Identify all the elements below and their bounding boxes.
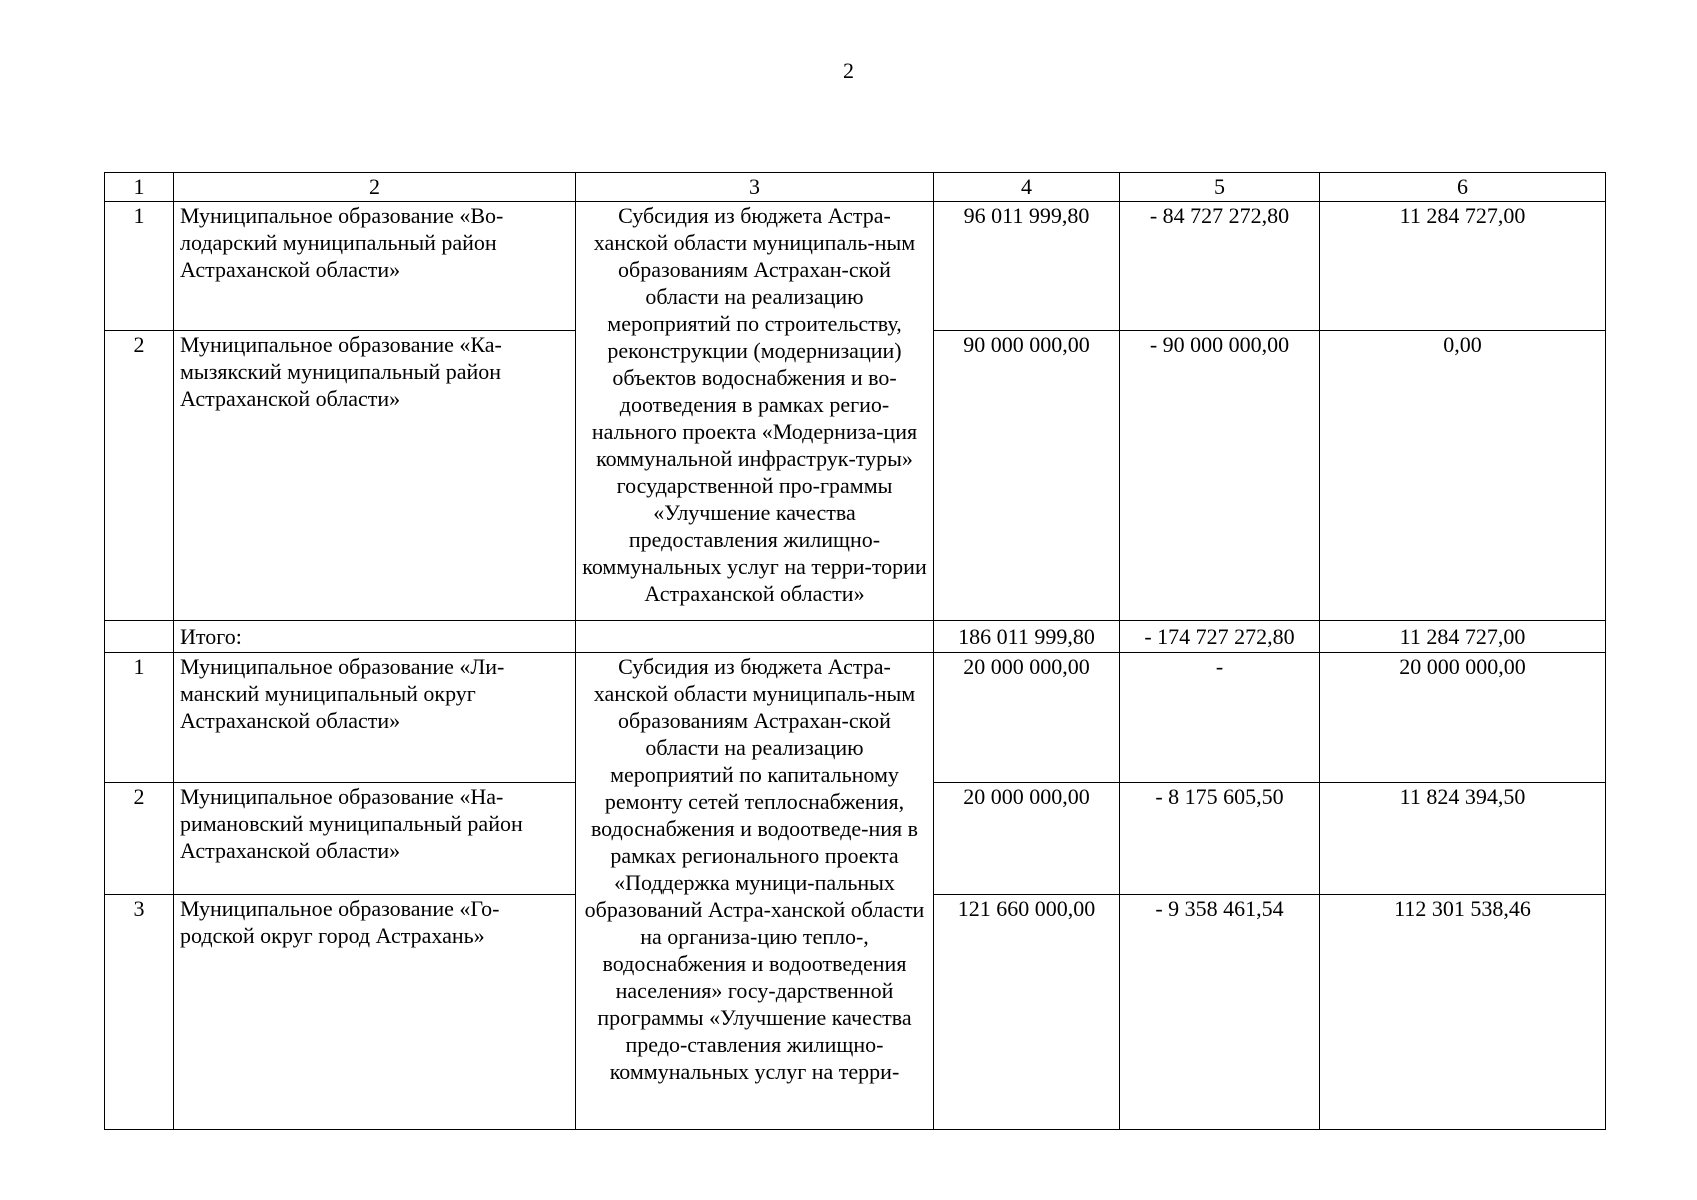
column-header-4: 4 — [934, 173, 1120, 202]
subsidy-table — [104, 172, 1606, 1130]
row-number: 2 — [105, 331, 174, 621]
subsidy-description: Субсидия из бюджета Астра-ханской области муниципаль-ным образованиям Астрахан-ской области на реализацию мероприятий по строительству, реконструкции (модернизации) объектов водоснабжения и во-доотведения в рамках регио-нального проекта «Модерниза-ция коммунальной инфраструк-туры» государственной про-граммы «Улучшение качества предоставления жилищно-коммунальных услуг на терри-тории Астраханской области» — [576, 202, 934, 621]
amount-col6: 11 824 394,50 — [1320, 783, 1606, 895]
table-row — [105, 202, 1606, 331]
municipality-name: Муниципальное образование «Во-лодарский муниципальный район Астраханской области» — [174, 202, 576, 331]
amount-col5: - 9 358 461,54 — [1120, 895, 1320, 1130]
amount-col6: 0,00 — [1320, 331, 1606, 621]
amount-col6: 112 301 538,46 — [1320, 895, 1606, 1130]
row-number-empty — [105, 621, 174, 653]
subsidy-description: Субсидия из бюджета Астра-ханской области муниципаль-ным образованиям Астрахан-ской области на реализацию мероприятий по капитальному ремонту сетей теплоснабжения, водоснабжения и водоотведе-ния в рамках регионального проекта «Поддержка муници-пальных образований Астра-ханской области на организа-цию тепло-, водоснабжения и водоотведения населения» госу-дарственной программы «Улучшение качества предо-ставления жилищно-коммунальных услуг на терри- — [576, 653, 934, 1130]
amount-col6: 11 284 727,00 — [1320, 202, 1606, 331]
municipality-name: Муниципальное образование «Ли-манский муниципальный округ Астраханской области» — [174, 653, 576, 783]
row-number: 1 — [105, 202, 174, 331]
column-header-row — [105, 173, 1606, 202]
total-col4: 186 011 999,80 — [934, 621, 1120, 653]
municipality-name: Муниципальное образование «Ка-мызякский муниципальный район Астраханской области» — [174, 331, 576, 621]
amount-col5: - 90 000 000,00 — [1120, 331, 1320, 621]
amount-col6: 20 000 000,00 — [1320, 653, 1606, 783]
column-header-1: 1 — [105, 173, 174, 202]
total-col5: - 174 727 272,80 — [1120, 621, 1320, 653]
column-header-2: 2 — [174, 173, 576, 202]
amount-col4: 96 011 999,80 — [934, 202, 1120, 331]
total-row — [105, 621, 1606, 653]
amount-col4: 20 000 000,00 — [934, 783, 1120, 895]
page-number: 2 — [843, 58, 854, 83]
amount-col4: 90 000 000,00 — [934, 331, 1120, 621]
column-header-3: 3 — [576, 173, 934, 202]
description-empty — [576, 621, 934, 653]
column-header-5: 5 — [1120, 173, 1320, 202]
amount-col4: 20 000 000,00 — [934, 653, 1120, 783]
amount-col5: - 8 175 605,50 — [1120, 783, 1320, 895]
amount-col5: - 84 727 272,80 — [1120, 202, 1320, 331]
row-number: 3 — [105, 895, 174, 1130]
table-row — [105, 653, 1606, 783]
row-number: 1 — [105, 653, 174, 783]
municipality-name: Муниципальное образование «Го-родской округ город Астрахань» — [174, 895, 576, 1130]
total-col6: 11 284 727,00 — [1320, 621, 1606, 653]
amount-col4: 121 660 000,00 — [934, 895, 1120, 1130]
amount-col5: - — [1120, 653, 1320, 783]
row-number: 2 — [105, 783, 174, 895]
total-label: Итого: — [174, 621, 576, 653]
column-header-6: 6 — [1320, 173, 1606, 202]
municipality-name: Муниципальное образование «На-римановский муниципальный район Астраханской области» — [174, 783, 576, 895]
